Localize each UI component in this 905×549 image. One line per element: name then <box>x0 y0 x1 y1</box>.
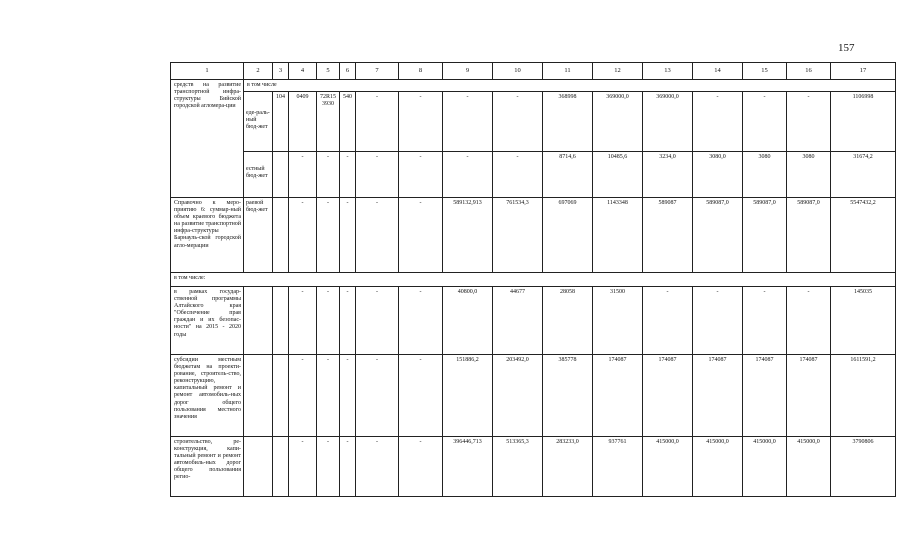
budget-type-cell <box>244 437 273 497</box>
row-note: в том числе: <box>171 273 896 287</box>
header-row <box>171 63 896 80</box>
header-cell-12: 12 <box>593 63 643 80</box>
table-cell: - <box>399 437 443 497</box>
table-cell: - <box>356 198 399 273</box>
table-cell: 283233,0 <box>543 437 593 497</box>
table-cell: 415000,0 <box>693 437 743 497</box>
table-cell: - <box>399 355 443 437</box>
table-cell: - <box>340 198 356 273</box>
row-description: субсидии местным бюджетам на проекти-рование, строитель-ство, реконструкцию, капитальный ремонт и ремонт автомобиль-ных дорог общего пользования местного значения <box>171 355 244 437</box>
budget-type-cell <box>244 355 273 437</box>
table-cell: - <box>289 355 317 437</box>
table-cell: - <box>340 287 356 355</box>
table-cell: 0409 <box>289 92 317 152</box>
table-cell: 3080 <box>787 152 831 198</box>
page-number: 157 <box>838 42 855 54</box>
table-cell: - <box>399 198 443 273</box>
table-cell: 368998 <box>543 92 593 152</box>
table-cell: 28058 <box>543 287 593 355</box>
header-cell-11: 11 <box>543 63 593 80</box>
table-cell: 415000,0 <box>643 437 693 497</box>
header-cell-1: 1 <box>171 63 244 80</box>
table-cell: - <box>340 355 356 437</box>
table-cell: - <box>317 198 340 273</box>
header-cell-7: 7 <box>356 63 399 80</box>
row-description: средств на развитие транспортной инфра-структуры Бийской городской агломера-ции <box>171 80 244 198</box>
table-cell: 44677 <box>493 287 543 355</box>
header-cell-16: 16 <box>787 63 831 80</box>
table-cell: - <box>693 92 743 152</box>
table-cell: - <box>693 287 743 355</box>
table-cell: 697069 <box>543 198 593 273</box>
row-note: в том числе <box>244 80 896 92</box>
table-cell: - <box>356 287 399 355</box>
table-cell: 174087 <box>593 355 643 437</box>
header-cell-3: 3 <box>273 63 289 80</box>
table-cell: - <box>356 152 399 198</box>
table-cell: 415000,0 <box>787 437 831 497</box>
table-cell: 145035 <box>831 287 896 355</box>
table-cell: - <box>493 152 543 198</box>
table-row <box>171 198 896 273</box>
table-row <box>171 80 896 92</box>
table-cell: - <box>493 92 543 152</box>
table-cell: 589087,0 <box>693 198 743 273</box>
table-cell: 396446,713 <box>443 437 493 497</box>
table-cell: 3080,0 <box>693 152 743 198</box>
table-cell: 1143348 <box>593 198 643 273</box>
table-cell: - <box>643 287 693 355</box>
table-row <box>171 92 896 152</box>
table-cell: 385778 <box>543 355 593 437</box>
table-cell: - <box>317 355 340 437</box>
table-cell: - <box>289 152 317 198</box>
table-cell: - <box>356 355 399 437</box>
row-description: Справочно к меро-приятию 6: суммар-ный объем краевого бюджета на развитие транспортной инфра-структуры Барнауль-ской городской агло-мерации <box>171 198 244 273</box>
budget-type-cell: еде-раль-ный бюд-жет <box>244 92 273 152</box>
table-cell: - <box>340 152 356 198</box>
table-cell: 369000,0 <box>593 92 643 152</box>
table-cell: 151886,2 <box>443 355 493 437</box>
table-cell <box>273 355 289 437</box>
header-cell-2: 2 <box>244 63 273 80</box>
header-cell-5: 5 <box>317 63 340 80</box>
budget-type-cell: раевой бюд-жет <box>244 198 273 273</box>
table-cell: 589087,0 <box>787 198 831 273</box>
table-row <box>171 437 896 497</box>
table-cell: 31500 <box>593 287 643 355</box>
table-row <box>171 355 896 437</box>
table-cell <box>273 198 289 273</box>
budget-table <box>170 62 896 497</box>
table-cell: 10485,6 <box>593 152 643 198</box>
table-cell: - <box>443 92 493 152</box>
table-cell: - <box>399 152 443 198</box>
table-cell: 589132,913 <box>443 198 493 273</box>
table-cell: 203492,0 <box>493 355 543 437</box>
table-cell: - <box>340 437 356 497</box>
table-cell: 415000,0 <box>743 437 787 497</box>
budget-type-cell: естный бюд-жет <box>244 152 273 198</box>
table-cell: - <box>787 287 831 355</box>
table-cell: 40800,0 <box>443 287 493 355</box>
header-cell-17: 17 <box>831 63 896 80</box>
table-cell: 104 <box>273 92 289 152</box>
table-cell: 937761 <box>593 437 643 497</box>
row-description: в рамках государ-ственной программы Алтайского края "Обеспечение прав граждан и их безопас-ности" на 2015 - 2020 годы <box>171 287 244 355</box>
table-cell: - <box>289 198 317 273</box>
header-cell-9: 9 <box>443 63 493 80</box>
table-cell: 589087 <box>643 198 693 273</box>
table-cell: - <box>399 287 443 355</box>
table-cell: - <box>356 92 399 152</box>
table-cell: 540 <box>340 92 356 152</box>
table-cell: - <box>787 92 831 152</box>
header-cell-10: 10 <box>493 63 543 80</box>
row-description: строительство, ре-конструкция, капи-тальный ремонт и ремонт автомобиль-ных дорог общего пользования регио- <box>171 437 244 497</box>
table-cell: 174087 <box>643 355 693 437</box>
table-row <box>171 152 896 198</box>
table-cell: 72R15 3930 <box>317 92 340 152</box>
table-cell: 589087,0 <box>743 198 787 273</box>
table-cell: 761534,3 <box>493 198 543 273</box>
table-cell: - <box>443 152 493 198</box>
table-cell: 3080 <box>743 152 787 198</box>
table-cell: 174087 <box>743 355 787 437</box>
table-cell: - <box>317 152 340 198</box>
table-row <box>171 287 896 355</box>
table-cell: - <box>289 287 317 355</box>
table-cell: - <box>399 92 443 152</box>
table-cell: 5547432,2 <box>831 198 896 273</box>
table-cell: - <box>743 92 787 152</box>
table-cell <box>273 152 289 198</box>
table-cell: - <box>743 287 787 355</box>
table-cell: 174087 <box>787 355 831 437</box>
header-cell-13: 13 <box>643 63 693 80</box>
table-cell: 1106998 <box>831 92 896 152</box>
header-cell-15: 15 <box>743 63 787 80</box>
table-cell: - <box>289 437 317 497</box>
table-cell <box>273 287 289 355</box>
table-cell: 1611591,2 <box>831 355 896 437</box>
header-cell-4: 4 <box>289 63 317 80</box>
table-cell: 8714,6 <box>543 152 593 198</box>
table-cell: - <box>317 287 340 355</box>
header-cell-14: 14 <box>693 63 743 80</box>
header-cell-8: 8 <box>399 63 443 80</box>
table-cell <box>273 437 289 497</box>
header-cell-6: 6 <box>340 63 356 80</box>
table-cell: 31674,2 <box>831 152 896 198</box>
table-cell: 513365,3 <box>493 437 543 497</box>
table-cell: - <box>356 437 399 497</box>
table-cell: 3790806 <box>831 437 896 497</box>
budget-type-cell <box>244 287 273 355</box>
table-cell: 174087 <box>693 355 743 437</box>
table-row <box>171 273 896 287</box>
table-cell: 369000,0 <box>643 92 693 152</box>
table-cell: 3234,0 <box>643 152 693 198</box>
table-cell: - <box>317 437 340 497</box>
